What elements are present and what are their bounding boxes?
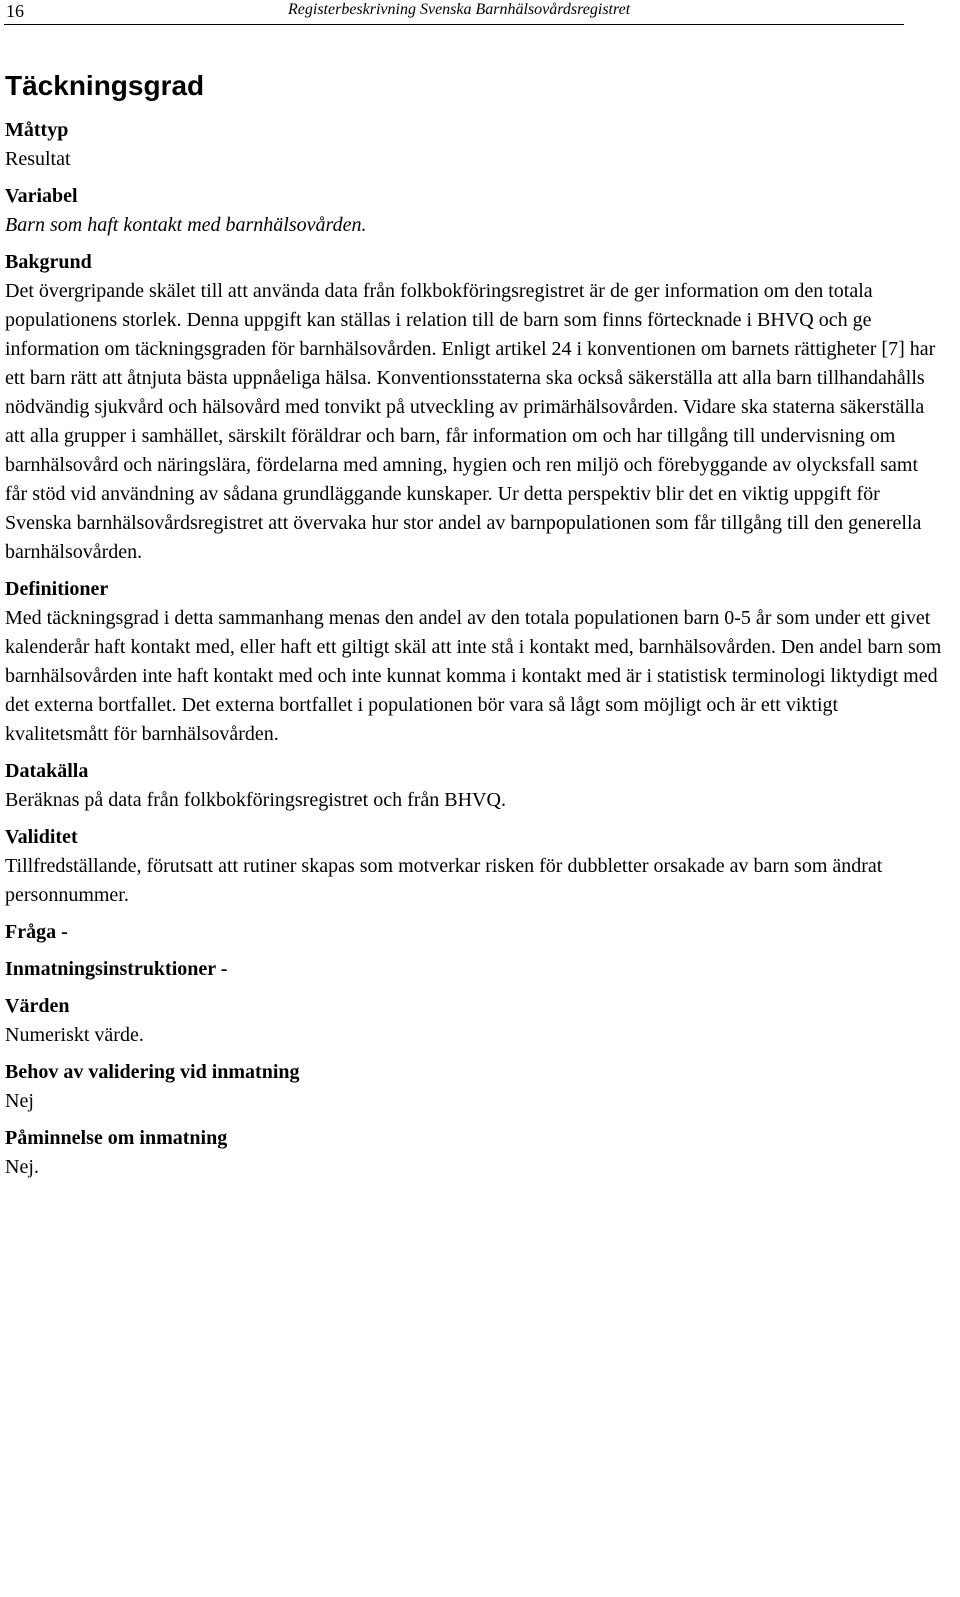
section-label-varden: Värden: [5, 995, 70, 1017]
section-text-definitioner: Med täckningsgrad i detta sammanhang menas den andel av den totala populationen barn 0-5 år som under ett givet kalenderår haft kontakt med, eller haft ett giltigt skäl att inte stå i kontakt med, barnhälsovården. Den andel barn som barnhälsovården inte haft kontakt med och inte kunnat komma i kontakt med är i statistisk terminologi liktydigt med det externa bortfallet. Det externa bortfallet i populationen bör vara så lågt som möjligt och är ett viktigt kvalitetsmått för barnhälsovården.: [5, 607, 942, 745]
page-number: 16: [6, 1, 24, 21]
section-label-behov: Behov av validering vid inmatning: [5, 1061, 300, 1083]
section-behov: [5, 1058, 945, 1116]
section-text-mattyp: Resultat: [5, 148, 71, 170]
document-body: [5, 116, 945, 1190]
section-fraga: [5, 918, 945, 947]
section-definitioner: [5, 575, 945, 749]
section-inmatningsinstruktioner: [5, 955, 945, 984]
section-text-validitet: Tillfredställande, förutsatt att rutiner skapas som motverkar risken för dubbletter orsakade av barn som ändrat personnummer.: [5, 855, 883, 906]
section-mattyp: [5, 116, 945, 174]
section-text-variabel: Barn som haft kontakt med barnhälsovården.: [5, 214, 367, 236]
section-label-definitioner: Definitioner: [5, 578, 109, 600]
section-datakalla: [5, 757, 945, 815]
section-validitet: [5, 823, 945, 910]
page-title: Täckningsgrad: [5, 70, 205, 101]
section-text-behov: Nej: [5, 1090, 34, 1112]
section-variabel: [5, 182, 945, 240]
section-label-paminnelse: Påminnelse om inmatning: [5, 1127, 228, 1149]
section-varden: [5, 992, 945, 1050]
section-label-datakalla: Datakälla: [5, 760, 89, 782]
section-text-paminnelse: Nej.: [5, 1156, 39, 1178]
running-title: Registerbeskrivning Svenska Barnhälsovårdsregistret: [288, 1, 631, 18]
page-header: [4, 0, 904, 25]
section-label-variabel: Variabel: [5, 185, 78, 207]
section-text-bakgrund: Det övergripande skälet till att använda data från folkbokföringsregistret är de ger information om den totala populationens storlek. Denna uppgift kan ställas i relation till de barn som finns förtecknade i BHVQ och ge information om täckningsgraden för barnhälsovården. Enligt artikel 24 i konventionen om barnets rättigheter [7] har ett barn rätt att åtnjuta bästa uppnåeliga hälsa. Konventionsstaterna ska också säkerställa att alla barn tillhandahålls nödvändig sjukvård och hälsovård med tonvikt på utveckling av primärhälsovården. Vidare ska staterna säkerställa att alla grupper i samhället, särskilt föräldrar och barn, får information om och har tillgång till undervisning om barnhälsovård och näringslära, fördelarna med amning, hygien och ren miljö och förebyggande av olycksfall samt får stöd vid användning av sådana grundläggande kunskaper. Ur detta perspektiv blir det en viktig uppgift för Svenska barnhälsovårdsregistret att övervaka hur stor andel av barnpopulationen som får tillgång till den generella barnhälsovården.: [5, 280, 936, 563]
section-label-bakgrund: Bakgrund: [5, 251, 92, 273]
section-label-validitet: Validitet: [5, 826, 78, 848]
section-label-inmatningsinstruktioner: Inmatningsinstruktioner -: [5, 958, 228, 980]
section-text-varden: Numeriskt värde.: [5, 1024, 144, 1046]
section-bakgrund: [5, 248, 945, 567]
section-label-fraga: Fråga -: [5, 921, 68, 943]
section-text-datakalla: Beräknas på data från folkbokföringsregistret och från BHVQ.: [5, 789, 506, 811]
section-label-mattyp: Måttyp: [5, 119, 69, 141]
section-paminnelse: [5, 1124, 945, 1182]
